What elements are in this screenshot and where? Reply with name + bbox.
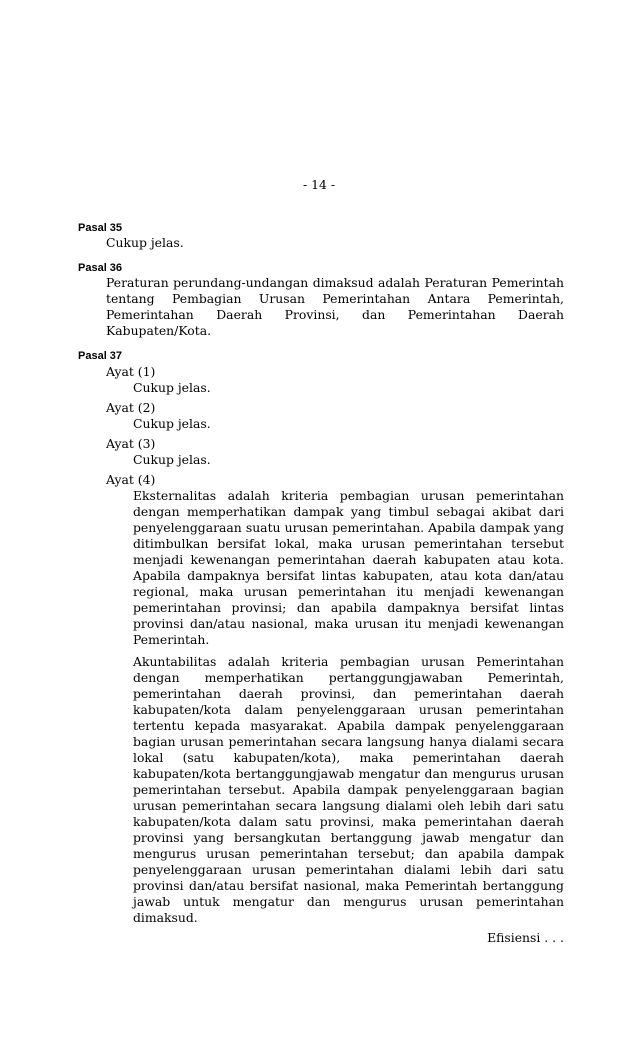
ayat-3-label: Ayat (3)	[106, 436, 156, 451]
ayat-1-text: Cukup jelas.	[133, 380, 211, 395]
ayat-2-text: Cukup jelas.	[133, 416, 211, 431]
document-body	[78, 221, 564, 956]
ayat-2-label: Ayat (2)	[106, 400, 156, 415]
ayat-4-label: Ayat (4)	[106, 472, 156, 487]
pasal-36-heading: Pasal 36	[78, 262, 123, 274]
ayat-3	[78, 436, 564, 468]
pasal-37-heading: Pasal 37	[78, 350, 123, 362]
pasal-37-section	[78, 349, 564, 946]
pasal-35-text: Cukup jelas.	[106, 235, 184, 250]
ayat-2	[78, 400, 564, 432]
pasal-36-text: Peraturan perundang-undangan dimaksud adalah Peraturan Pemerintah tentang Pembagian Urusan Pemerintahan Antara Pemerintah, Pemerintahan Daerah Provinsi, dan Pemerintahan Daerah Kabupaten/Kota.	[106, 275, 564, 338]
pasal-36-section	[78, 261, 564, 339]
ayat-4-paragraph-akuntabilitas: Akuntabilitas adalah kriteria pembagian urusan Pemerintahan dengan memperhatikan pertanggungjawaban Pemerintah, pemerintahan daerah provinsi, dan pemerintahan daerah kabupaten/kota dalam penyelenggaraan urusan pemerintahan tertentu kepada masyarakat. Apabila dampak penyelenggaraan bagian urusan pemerintahan secara langsung hanya dialami secara lokal (satu kabupaten/kota), maka pemerintahan daerah kabupaten/kota bertanggungjawab mengatur dan mengurus urusan pemerintahan tersebut. Apabila dampak penyelenggaraan bagian urusan pemerintahan secara langsung dialami oleh lebih dari satu kabupaten/kota dalam satu provinsi, maka pemerintahan daerah provinsi yang bersangkutan bertanggung jawab mengatur dan mengurus urusan pemerintahan tersebut; dan apabila dampak penyelenggaraan urusan pemerintahan dialami lebih dari satu provinsi dan/atau bersifat nasional, maka Pemerintah bertanggung jawab untuk mengatur dan mengurus urusan pemerintahan dimaksud.	[133, 654, 564, 925]
pasal-35-section	[78, 221, 564, 251]
ayat-1-label: Ayat (1)	[106, 364, 156, 379]
ayat-1	[78, 364, 564, 396]
catchword: Efisiensi . . .	[487, 930, 564, 945]
ayat-4	[78, 472, 564, 926]
ayat-4-paragraph-eksternalitas: Eksternalitas adalah kriteria pembagian urusan pemerintahan dengan memperhatikan dampak yang timbul sebagai akibat dari penyelenggaraan suatu urusan pemerintahan. Apabila dampak yang ditimbulkan bersifat lokal, maka urusan pemerintahan tersebut menjadi kewenangan pemerintahan daerah kabupaten atau kota. Apabila dampaknya bersifat lintas kabupaten, atau kota dan/atau regional, maka urusan pemerintahan itu menjadi kewenangan pemerintahan provinsi; dan apabila dampaknya bersifat lintas provinsi dan/atau nasional, maka urusan itu menjadi kewenangan Pemerintah.	[133, 488, 564, 647]
pasal-35-heading: Pasal 35	[78, 222, 123, 234]
ayat-3-text: Cukup jelas.	[133, 452, 211, 467]
page-number: - 14 -	[302, 177, 336, 192]
